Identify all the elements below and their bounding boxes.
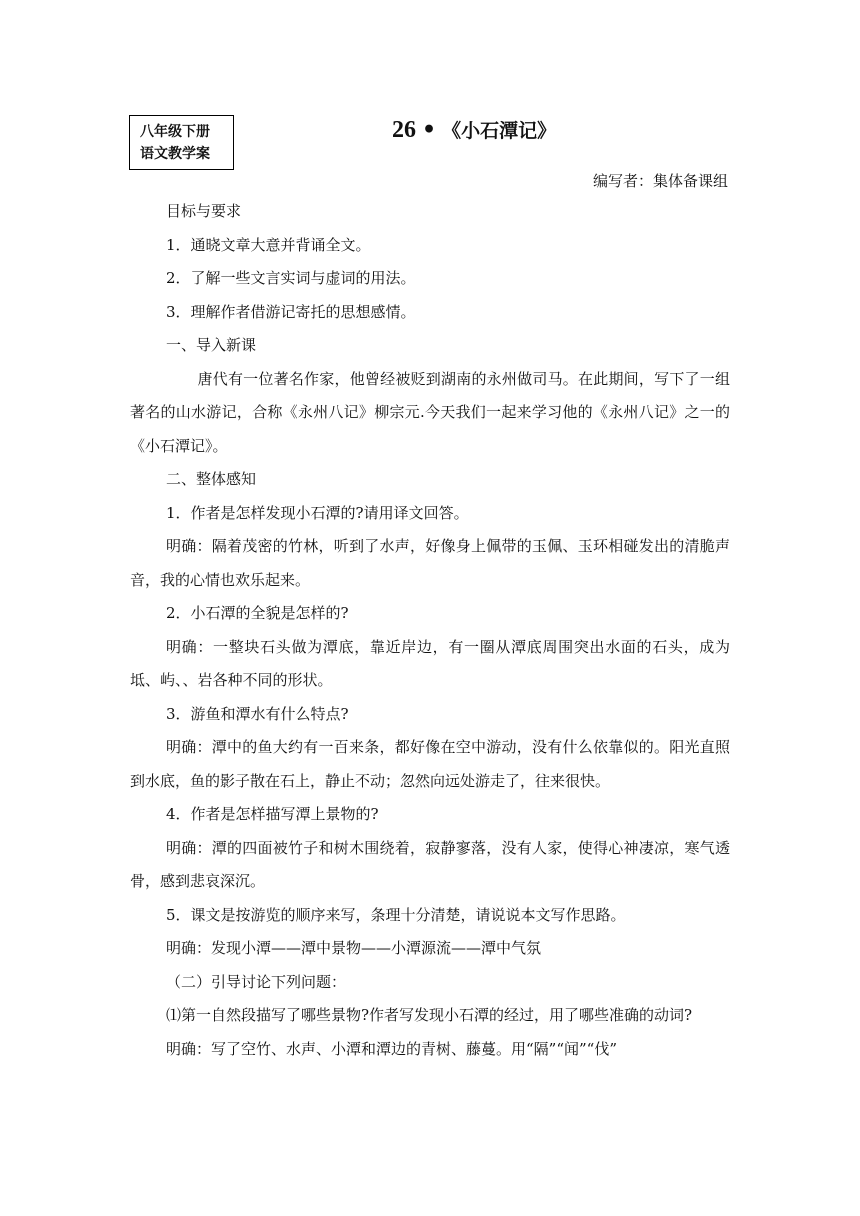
answer: 明确：潭的四面被竹子和树木围绕着，寂静寥落，没有人家，使得心神凄凉，寒气透骨，感到悲哀深沉。 xyxy=(130,838,730,890)
goal-item: 2．了解一些文言实词与虚词的用法。 xyxy=(166,269,416,287)
section-heading: 二、整体感知 xyxy=(166,470,257,488)
question: 5．课文是按游览的顺序来写，条理十分清楚，请说说本文写作思路。 xyxy=(166,905,626,924)
answer: 明确：发现小潭——潭中景物——小潭源流——潭中气氛 xyxy=(166,939,542,957)
goal-item: 3．理解作者借游记寄托的思想感情。 xyxy=(166,302,416,321)
lesson-body xyxy=(130,195,730,1066)
section-heading: 一、导入新课 xyxy=(166,336,257,354)
author-line: 编写者：集体备课组 xyxy=(592,172,728,190)
subject-label: 语文教学案 xyxy=(140,146,210,162)
question: 2．小石潭的全貌是怎样的? xyxy=(166,604,349,622)
question: 4．作者是怎样描写潭上景物的? xyxy=(166,805,379,823)
grade-label-box xyxy=(129,115,234,170)
question: 1．作者是怎样发现小石潭的?请用译文回答。 xyxy=(166,503,469,522)
grade-label: 八年级下册 xyxy=(140,124,210,140)
discussion-question: ⑴第一自然段描写了哪些景物?作者写发现小石潭的经过，用了哪些准确的动词? xyxy=(166,1006,693,1024)
goal-item: 1．通晓文章大意并背诵全文。 xyxy=(166,235,371,254)
lesson-number: 26 xyxy=(392,117,416,143)
title-bullet: • xyxy=(422,117,437,143)
intro-paragraph: 唐代有一位著名作家，他曾经被贬到湖南的永州做司马。在此期间，写下了一组著名的山水游记，合称《永州八记》柳宗元.今天我们一起来学习他的《永州八记》之一的《小石潭记》。 xyxy=(130,369,730,455)
sub-heading: （二）引导讨论下列问题： xyxy=(166,972,347,991)
goals-heading: 目标与要求 xyxy=(166,202,242,220)
question: 3．游鱼和潭水有什么特点? xyxy=(166,704,349,723)
answer: 明确：一整块石头做为潭底，靠近岸边，有一圈从潭底周围突出水面的石头，成为坻、屿、、岩各种不同的形状。 xyxy=(130,637,730,689)
lesson-title-text: 《小石潭记》 xyxy=(442,120,557,142)
lesson-title xyxy=(392,116,556,144)
answer: 明确：潭中的鱼大约有一百来条，都好像在空中游动，没有什么依靠似的。阳光直照到水底，鱼的影子散在石上，静止不动；忽然向远处游走了，往来很快。 xyxy=(130,738,730,790)
answer: 明确：隔着茂密的竹林，听到了水声，好像身上佩带的玉佩、玉环相碰发出的清脆声音，我的心情也欢乐起来。 xyxy=(130,537,730,589)
answer: 明确：写了空竹、水声、小潭和潭边的青树、藤蔓。用“隔”“闻”“伐” xyxy=(166,1039,618,1058)
